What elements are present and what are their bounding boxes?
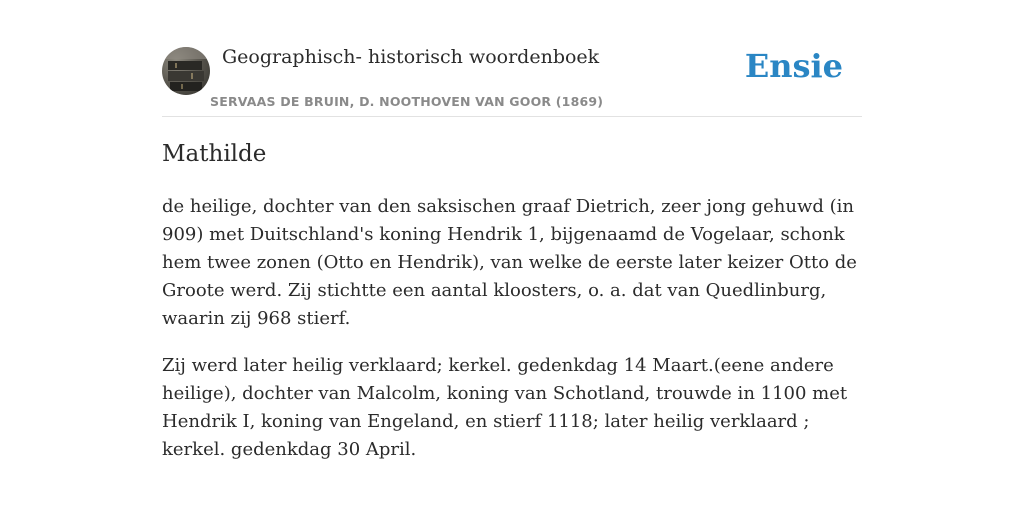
- entry-body: [162, 193, 862, 483]
- book-thumbnail[interactable]: [162, 47, 210, 95]
- entry-title: Mathilde: [162, 141, 267, 167]
- page: [162, 0, 862, 460]
- brand-logo[interactable]: Ensie: [744, 47, 843, 85]
- book-title[interactable]: Geographisch- historisch woordenboek: [222, 46, 600, 68]
- header: [162, 0, 862, 117]
- book-author[interactable]: SERVAAS DE BRUIN, D. NOOTHOVEN VAN GOOR (1869): [210, 94, 604, 109]
- entry-paragraph: Zij werd later heilig verklaard; kerkel. gedenkdag 14 Maart.(eene andere heilige), dochter van Malcolm, koning van Schotland, trouwde in 1100 met Hendrik I, koning van Engeland, en stierf 1118; later heilig verklaard ; kerkel. gedenkdag 30 April.: [162, 355, 848, 460]
- entry-paragraph: de heilige, dochter van den saksischen graaf Dietrich, zeer jong gehuwd (in 909) met Duitschland's koning Hendrik 1, bijgenaamd de Vogelaar, schonk hem twee zonen (Otto en Hendrik), van welke de eerste later keizer Otto de Groote werd. Zij stichtte een aantal kloosters, o. a. dat van Quedlinburg, waarin zij 968 stierf.: [162, 196, 857, 329]
- book-stack-icon: [162, 47, 210, 95]
